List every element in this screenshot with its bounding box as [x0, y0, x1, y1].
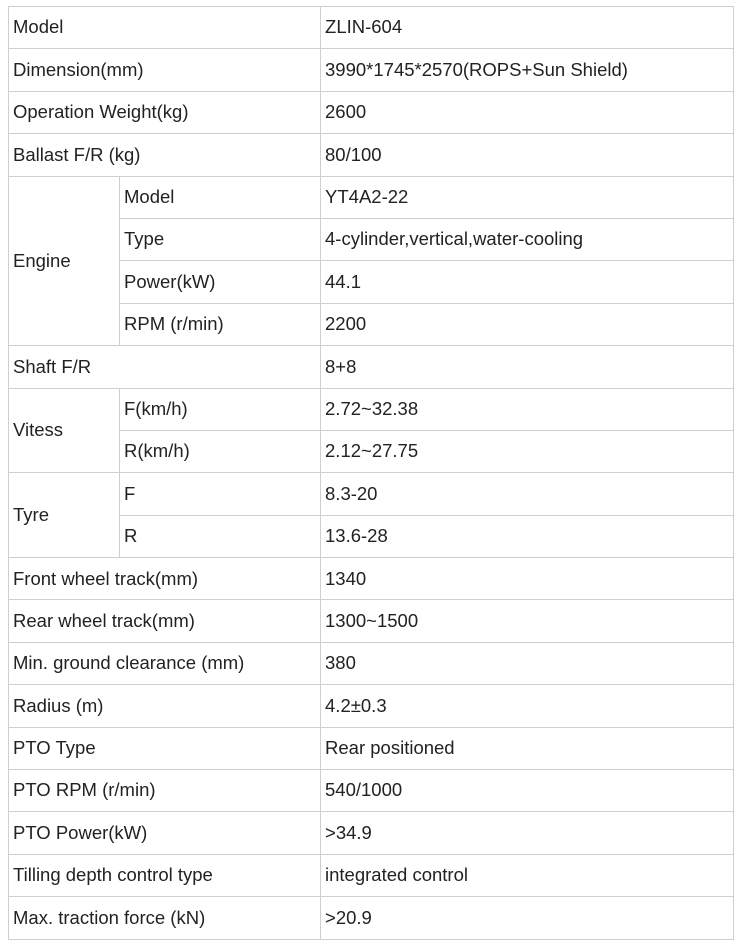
spec-sublabel: Model — [120, 176, 321, 218]
spec-value: YT4A2-22 — [321, 176, 734, 218]
spec-label: PTO RPM (r/min) — [9, 770, 321, 812]
group-label-engine: Engine — [9, 176, 120, 346]
table-row — [9, 897, 734, 939]
table-row — [9, 727, 734, 769]
spec-value: 13.6-28 — [321, 515, 734, 557]
spec-label: Ballast F/R (kg) — [9, 134, 321, 176]
spec-sublabel: F(km/h) — [120, 388, 321, 430]
spec-sublabel: F — [120, 473, 321, 515]
table-row — [9, 134, 734, 176]
spec-label: Min. ground clearance (mm) — [9, 642, 321, 684]
spec-label: Max. traction force (kN) — [9, 897, 321, 939]
table-row — [9, 642, 734, 684]
spec-value: 380 — [321, 642, 734, 684]
spec-value: Rear positioned — [321, 727, 734, 769]
spec-sublabel: RPM (r/min) — [120, 303, 321, 345]
spec-value: 540/1000 — [321, 770, 734, 812]
spec-value: 8+8 — [321, 346, 734, 388]
table-row — [9, 685, 734, 727]
table-row — [9, 770, 734, 812]
table-row — [9, 388, 734, 430]
spec-sublabel: R — [120, 515, 321, 557]
spec-label: Front wheel track(mm) — [9, 558, 321, 600]
table-row — [9, 854, 734, 896]
table-row — [9, 91, 734, 133]
spec-value: 2.72~32.38 — [321, 388, 734, 430]
spec-value: 1300~1500 — [321, 600, 734, 642]
spec-label: Rear wheel track(mm) — [9, 600, 321, 642]
spec-value: 4.2±0.3 — [321, 685, 734, 727]
spec-label: Operation Weight(kg) — [9, 91, 321, 133]
spec-value: integrated control — [321, 854, 734, 896]
spec-value: ZLIN-604 — [321, 7, 734, 49]
group-label-tyre: Tyre — [9, 473, 120, 558]
spec-label: Tilling depth control type — [9, 854, 321, 896]
spec-value: >34.9 — [321, 812, 734, 854]
spec-value: 2200 — [321, 303, 734, 345]
spec-sublabel: R(km/h) — [120, 430, 321, 472]
spec-label: PTO Type — [9, 727, 321, 769]
spec-label: Shaft F/R — [9, 346, 321, 388]
spec-value: 2600 — [321, 91, 734, 133]
spec-value: 2.12~27.75 — [321, 430, 734, 472]
spec-label: PTO Power(kW) — [9, 812, 321, 854]
spec-value: 80/100 — [321, 134, 734, 176]
table-row — [9, 558, 734, 600]
table-row — [9, 176, 734, 218]
spec-sublabel: Power(kW) — [120, 261, 321, 303]
spec-value: 8.3-20 — [321, 473, 734, 515]
table-row — [9, 346, 734, 388]
table-row — [9, 473, 734, 515]
spec-value: 44.1 — [321, 261, 734, 303]
spec-value: 3990*1745*2570(ROPS+Sun Shield) — [321, 49, 734, 91]
group-label-vitess: Vitess — [9, 388, 120, 473]
table-row — [9, 812, 734, 854]
spec-table — [8, 6, 734, 940]
spec-label: Model — [9, 7, 321, 49]
spec-sublabel: Type — [120, 218, 321, 260]
spec-value: 4-cylinder,vertical,water-cooling — [321, 218, 734, 260]
spec-label: Radius (m) — [9, 685, 321, 727]
table-row — [9, 7, 734, 49]
table-row — [9, 49, 734, 91]
table-row — [9, 600, 734, 642]
spec-value: 1340 — [321, 558, 734, 600]
spec-label: Dimension(mm) — [9, 49, 321, 91]
spec-value: >20.9 — [321, 897, 734, 939]
